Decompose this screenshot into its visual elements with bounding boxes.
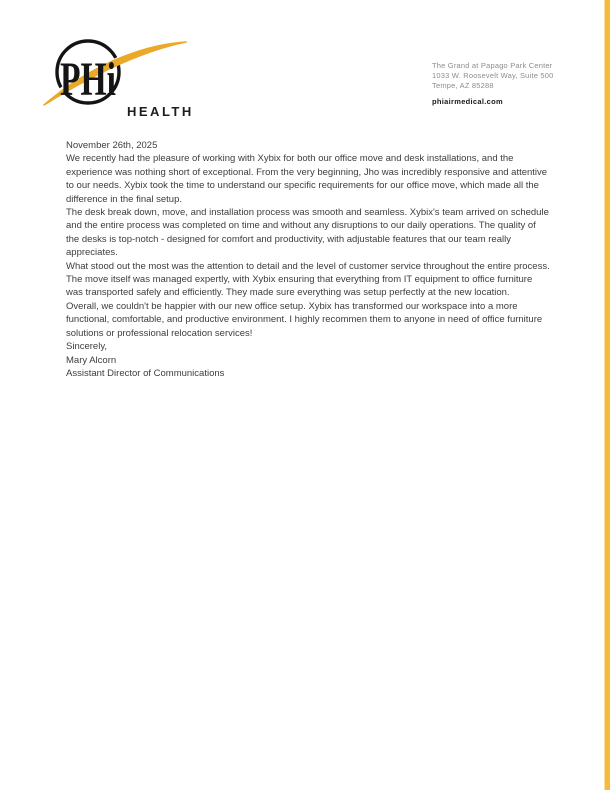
letter-body (66, 139, 550, 380)
letter-paragraph-4: Overall, we couldn't be happier with our new office setup. Xybix has transformed our workspace into a more functional, comfortable, and productive environment. I highly recommen them to anyone in need of office furniture solutions or professional relocation services! (66, 300, 543, 339)
signature-name: Mary Alcorn (66, 354, 117, 366)
letter-paragraph-1: We recently had the pleasure of working with Xybix for both our office move and desk installations, and the experience was nothing short of exceptional. From the very beginning, Jho was incredibly responsive and attentive to our needs. Xybix took the time to understand our specific requirements for our office move, which made all the difference in the final setup. (66, 153, 548, 205)
letter-date: November 26th, 2025 (66, 140, 158, 151)
letter-closing: Sincerely, (66, 341, 108, 353)
address-line-2: 1033 W. Roosevelt Way, Suite 500 (432, 71, 554, 80)
address-block (432, 61, 592, 107)
signature-title: Assistant Director of Communications (66, 367, 225, 379)
phi-monogram: PHi (60, 53, 116, 106)
phi-health-logo (40, 25, 240, 120)
letter-paragraph-2: The desk break down, move, and installation process was smooth and seamless. Xybix's team arrived on schedule and the entire process was completed on time and without any disruptions to our daily operations. The quality of the desks is top-notch - designed for comfort and productivity, with adjustable features that our team really appreciates. (66, 207, 549, 259)
right-accent-stripe (604, 0, 610, 790)
health-wordmark: HEALTH (127, 104, 194, 119)
letter-paragraph-3: What stood out the most was the attention to detail and the level of customer service throughout the entire process. The move itself was managed expertly, with Xybix ensuring that everything from IT equipment to office furniture was transported safely and efficiently. They made sure everything was setup perfectly at the new location. (66, 260, 550, 299)
address-line-3: Tempe, AZ 85288 (432, 81, 494, 90)
website-text: phiairmedical.com (432, 97, 503, 106)
address-line-1: The Grand at Papago Park Center (432, 61, 553, 70)
